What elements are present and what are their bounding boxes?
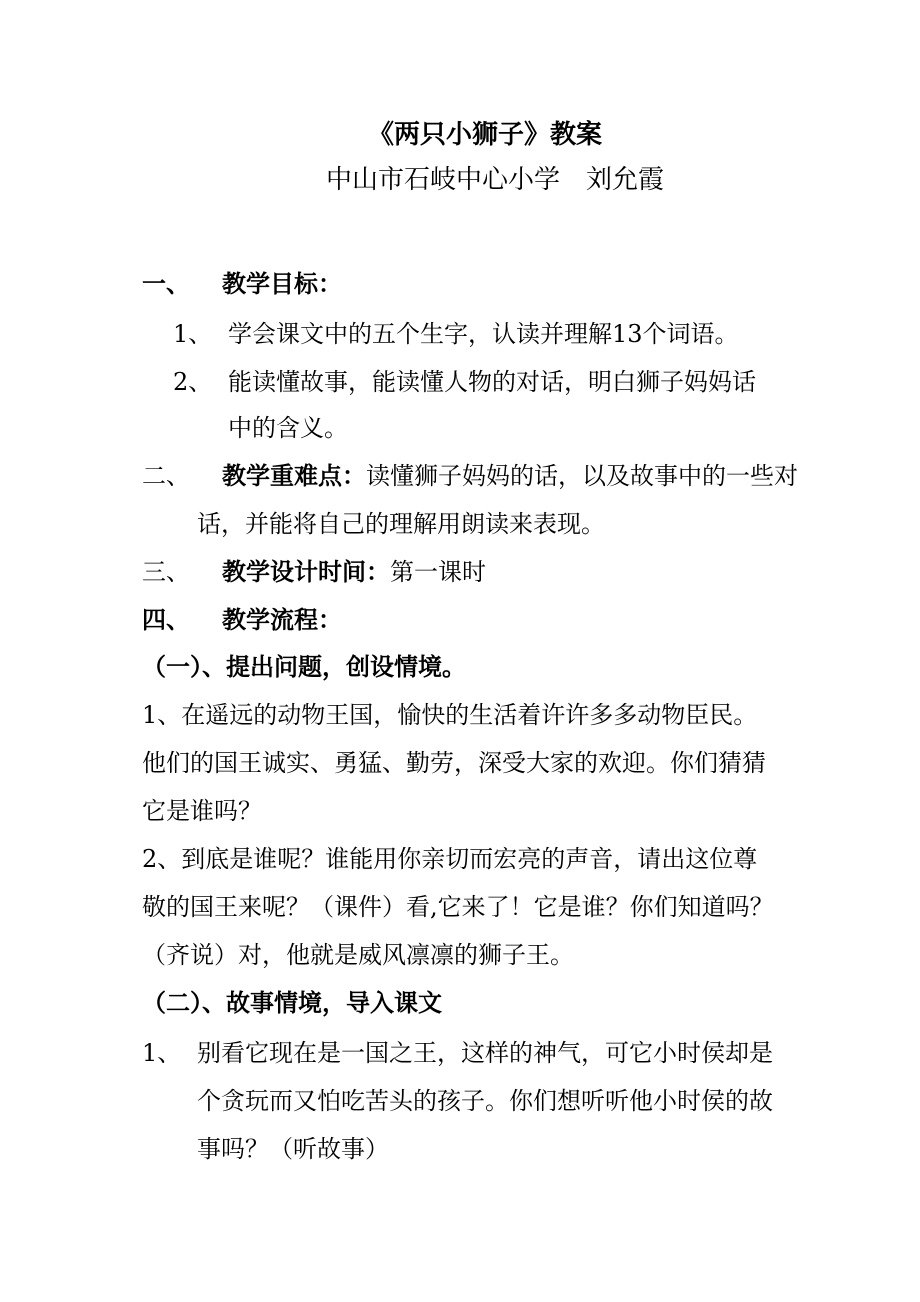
- paragraph-3-line-3: 事吗？（听故事）: [197, 1135, 389, 1163]
- section-label: 教学重难点：: [222, 461, 366, 490]
- section-label: 教学目标：: [222, 269, 342, 298]
- section-1-heading: [142, 269, 342, 298]
- item-number: 1、: [173, 320, 213, 348]
- section-4-heading: [142, 605, 342, 634]
- section-2-continued: 话，并能将自己的理解用朗读来表现。: [197, 510, 605, 538]
- section-label: 教学设计时间：: [222, 557, 390, 586]
- paragraph-2-line-2: 敬的国王来呢？（课件）看,它来了！它是谁？你们知道吗？: [142, 893, 774, 921]
- section-2-heading: [142, 461, 798, 490]
- list-item: [173, 370, 212, 394]
- paragraph-3-number: 1、: [142, 1039, 182, 1067]
- subsection-2-heading: （二）、故事情境，导入课文: [142, 988, 442, 1017]
- paragraph-3-line-1: 别看它现在是一国之王，这样的神气，可它小时侯却是: [197, 1039, 773, 1067]
- paragraph-2-line-1: 2、到底是谁呢？谁能用你亲切而宏亮的声音，请出这位尊: [142, 845, 758, 873]
- paragraph-1-line-1: 1、在遥远的动物王国，愉快的生活着许许多多动物臣民。: [142, 701, 758, 729]
- section-number: 四、: [142, 605, 190, 634]
- subsection-1-heading: （一）、提出问题，创设情境。: [142, 652, 466, 681]
- section-number: 一、: [142, 269, 190, 298]
- list-item-text: 学会课文中的五个生字，认读并理解13个词语。: [228, 320, 739, 348]
- list-item-text-continued: 中的含义。: [228, 414, 348, 442]
- section-number: 三、: [142, 558, 190, 586]
- list-item-text: 能读懂故事，能读懂人物的对话，明白狮子妈妈话: [228, 368, 756, 396]
- list-item: [173, 322, 212, 346]
- paragraph-1-line-3: 它是谁吗？: [142, 797, 262, 825]
- paragraph-3-line-2: 个贪玩而又怕吃苦头的孩子。你们想听听他小时侯的故: [197, 1087, 773, 1115]
- paragraph-2-line-3: （齐说）对，他就是威风凛凛的狮子王。: [142, 941, 574, 969]
- section-label: 教学流程：: [222, 605, 342, 634]
- section-text: 读懂狮子妈妈的话，以及故事中的一些对: [366, 462, 798, 490]
- document-author: 中山市石岐中心小学 刘允霞: [326, 165, 665, 195]
- section-text: 第一课时: [390, 558, 486, 586]
- section-3-heading: [142, 557, 486, 586]
- section-number: 二、: [142, 462, 190, 490]
- document-title: 《两只小狮子》教案: [368, 120, 603, 150]
- paragraph-1-line-2: 他们的国王诚实、勇猛、勤劳，深受大家的欢迎。你们猜猜: [142, 749, 766, 777]
- item-number: 2、: [173, 368, 213, 396]
